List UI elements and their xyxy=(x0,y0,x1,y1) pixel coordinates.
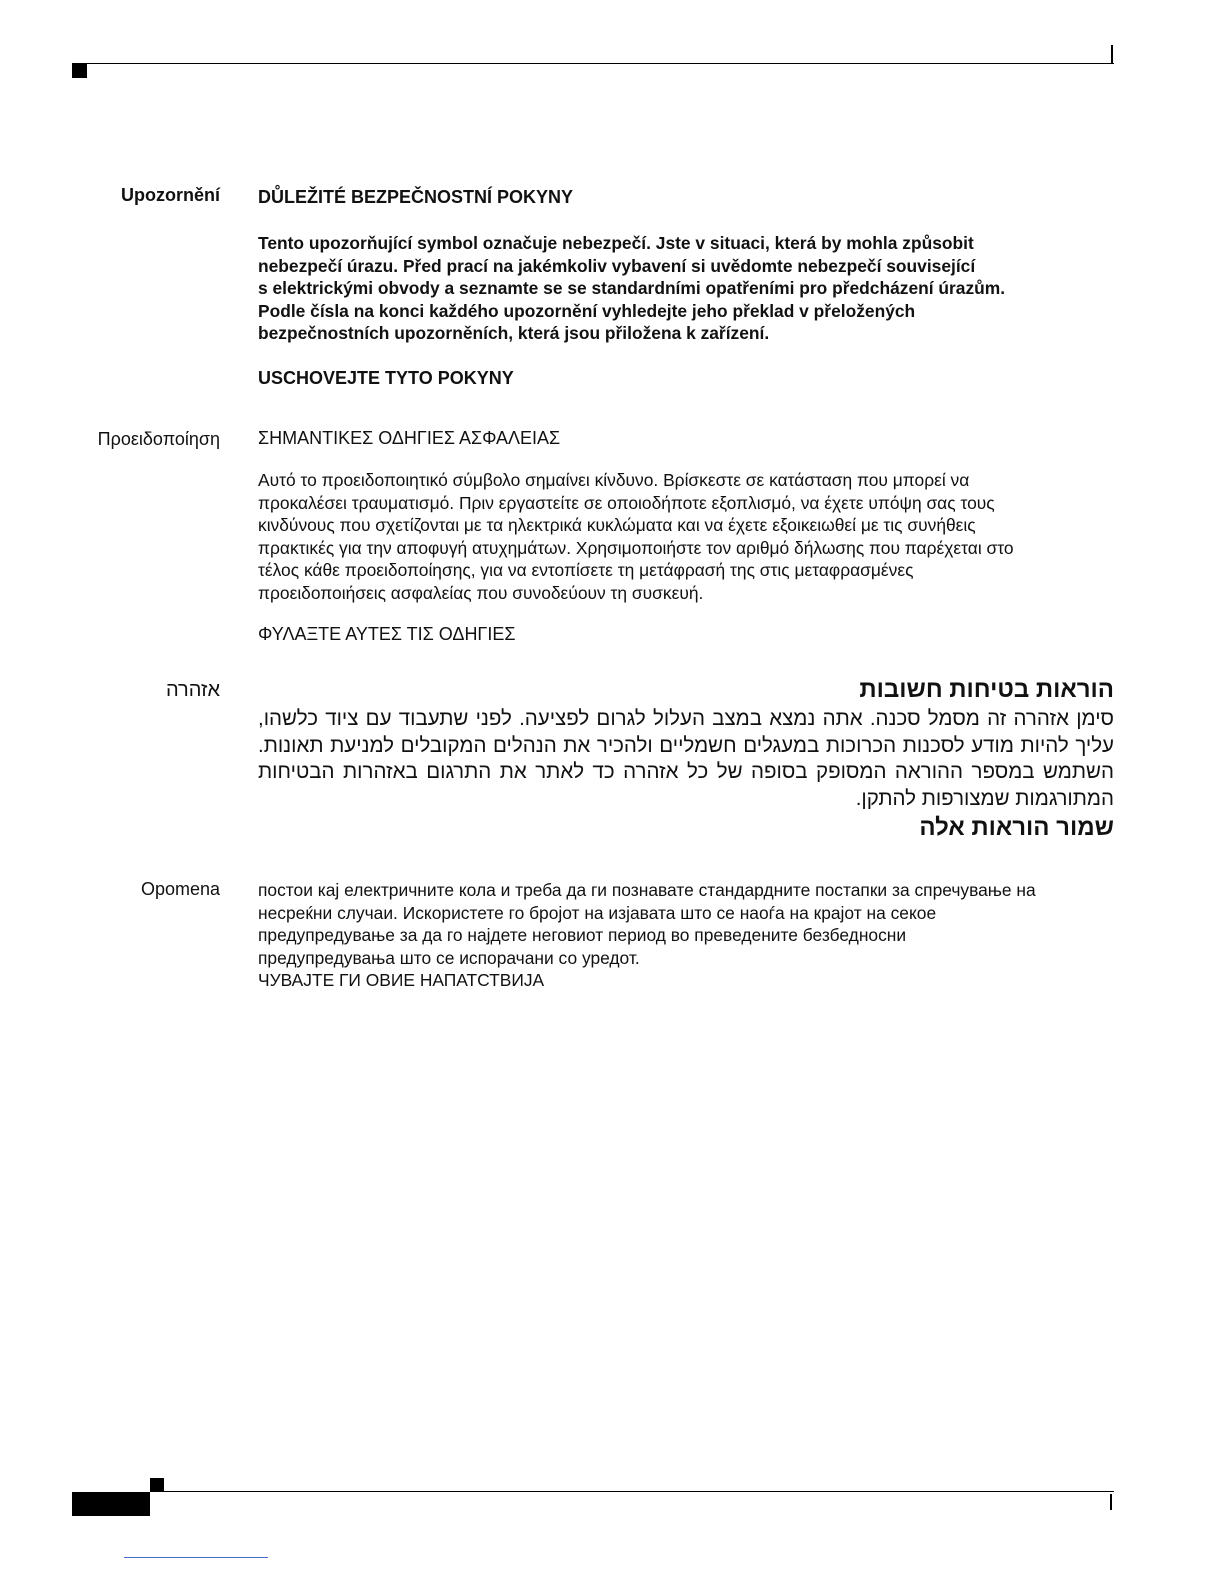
czech-warning-title: DŮLEŽITÉ BEZPEČNOSTNÍ POKYNY xyxy=(258,187,574,207)
czech-warning-line: s elektrickými obvody a seznamte se se standardními opatřeními pro předcházení úrazům. xyxy=(258,278,1006,299)
greek-warning-line: κινδύνους που σχετίζονται με τα ηλεκτρικά κυκλώματα και να έχετε εξοικειωθεί με τις συνήθεις xyxy=(258,515,976,536)
greek-warning-text xyxy=(258,469,1114,605)
greek-warning-label: Προειδοποίηση xyxy=(97,429,220,449)
hebrew-warning-text: סימן אזהרה זה מסמל סכנה. אתה נמצא במצב העלול לגרום לפציעה. לפני שתעבוד עם ציוד כלשהו, עליך להיות מודע לסכנות הכרוכות במעגלים חשמליים ולהכיר את הנהלים המקובלים למניעת תאונות. השתמש במספר ההוראה המסופק בסופה של כל אזהרה כד לאתר את התרגום באזהרות הבטיחות המתורגמות שמצורפות להתקן. xyxy=(258,707,1114,810)
hebrew-warning-title: הוראות בטיחות חשובות xyxy=(859,676,1114,703)
greek-warning-block xyxy=(258,427,1114,645)
bottom-link-underline xyxy=(124,1557,268,1558)
greek-warning-line: τέλος κάθε προειδοποίησης, για να εντοπίσετε τη μετάφρασή της στις μεταφρασμένες xyxy=(258,560,914,581)
czech-warning-line: nebezpečí úrazu. Před prací na jakémkoliv vybavení si uvědomte nebezpečí související xyxy=(258,255,976,276)
macedonian-warning-label: Opomena xyxy=(140,879,220,899)
top-right-tick xyxy=(1111,45,1113,64)
greek-warning-line: πρακτικές για την αποφυγή ατυχημάτων. Χρησιμοποιήστε τον αριθμό δήλωσης που παρέχεται στο xyxy=(258,537,1014,558)
greek-warning-footer: ΦΥΛΑΞΤΕ ΑΥΤΕΣ ΤΙΣ ΟΔΗΓΙΕΣ xyxy=(258,623,516,644)
macedonian-warning-line: предупредувања што се испорачани со уредот. xyxy=(258,947,640,968)
macedonian-warning-footer: ЧУВАЈТЕ ГИ ОВИЕ НАПАТСТВИЈА xyxy=(258,970,545,991)
czech-warning-footer: USCHOVEJTE TYTO POKYNY xyxy=(258,367,514,388)
bottom-right-tick xyxy=(1110,1494,1112,1510)
bottom-small-square xyxy=(150,1478,164,1492)
greek-warning-line: προκαλέσει τραυματισμό. Πριν εργαστείτε σε οποιοδήποτε εξοπλισμό, να έχετε υπόψη σας τους xyxy=(258,492,995,513)
hebrew-warning-block xyxy=(258,676,1114,842)
macedonian-warning-text xyxy=(258,879,1114,969)
macedonian-warning-line: предупредување за да го најдете неговиот период во преведените безбедносни xyxy=(258,925,907,946)
czech-warning-block xyxy=(258,186,1114,389)
bottom-rule xyxy=(150,1491,1114,1492)
macedonian-warning-line: несреќни случаи. Искористете го бројот на изјавата што се наоѓа на крајот на секое xyxy=(258,902,937,923)
czech-warning-line: Podle čísla na konci každého upozornění vyhledejte jeho překlad v přeložených xyxy=(258,300,916,321)
czech-warning-line: bezpečnostních upozorněních, která jsou přiložena k zařízení. xyxy=(258,323,770,344)
bottom-left-bar xyxy=(72,1492,150,1516)
macedonian-warning-block xyxy=(258,879,1114,992)
greek-warning-title: ΣΗΜΑΝΤΙΚΕΣ ΟΔΗΓΙΕΣ ΑΣΦΑΛΕΙΑΣ xyxy=(258,428,561,448)
top-left-square xyxy=(72,64,87,78)
macedonian-warning-line: постои кај електричните кола и треба да ги познавате стандардните постапки за спречување на xyxy=(258,880,1036,900)
czech-warning-line: Tento upozorňující symbol označuje nebezpečí. Jste v situaci, která by mohla způsobit xyxy=(258,233,974,253)
hebrew-warning-label: אזהרה xyxy=(165,679,220,701)
hebrew-warning-footer: שמור הוראות אלה xyxy=(919,814,1114,841)
czech-warning-text xyxy=(258,232,1114,345)
greek-warning-line: προειδοποιήσεις ασφαλείας που συνοδεύουν τη συσκευή. xyxy=(258,582,704,603)
top-rule xyxy=(72,63,1114,64)
czech-warning-label: Upozornění xyxy=(121,185,220,205)
greek-warning-line: Αυτό το προειδοποιητικό σύμβολο σημαίνει κίνδυνο. Βρίσκεστε σε κατάσταση που μπορεί να xyxy=(258,470,970,490)
